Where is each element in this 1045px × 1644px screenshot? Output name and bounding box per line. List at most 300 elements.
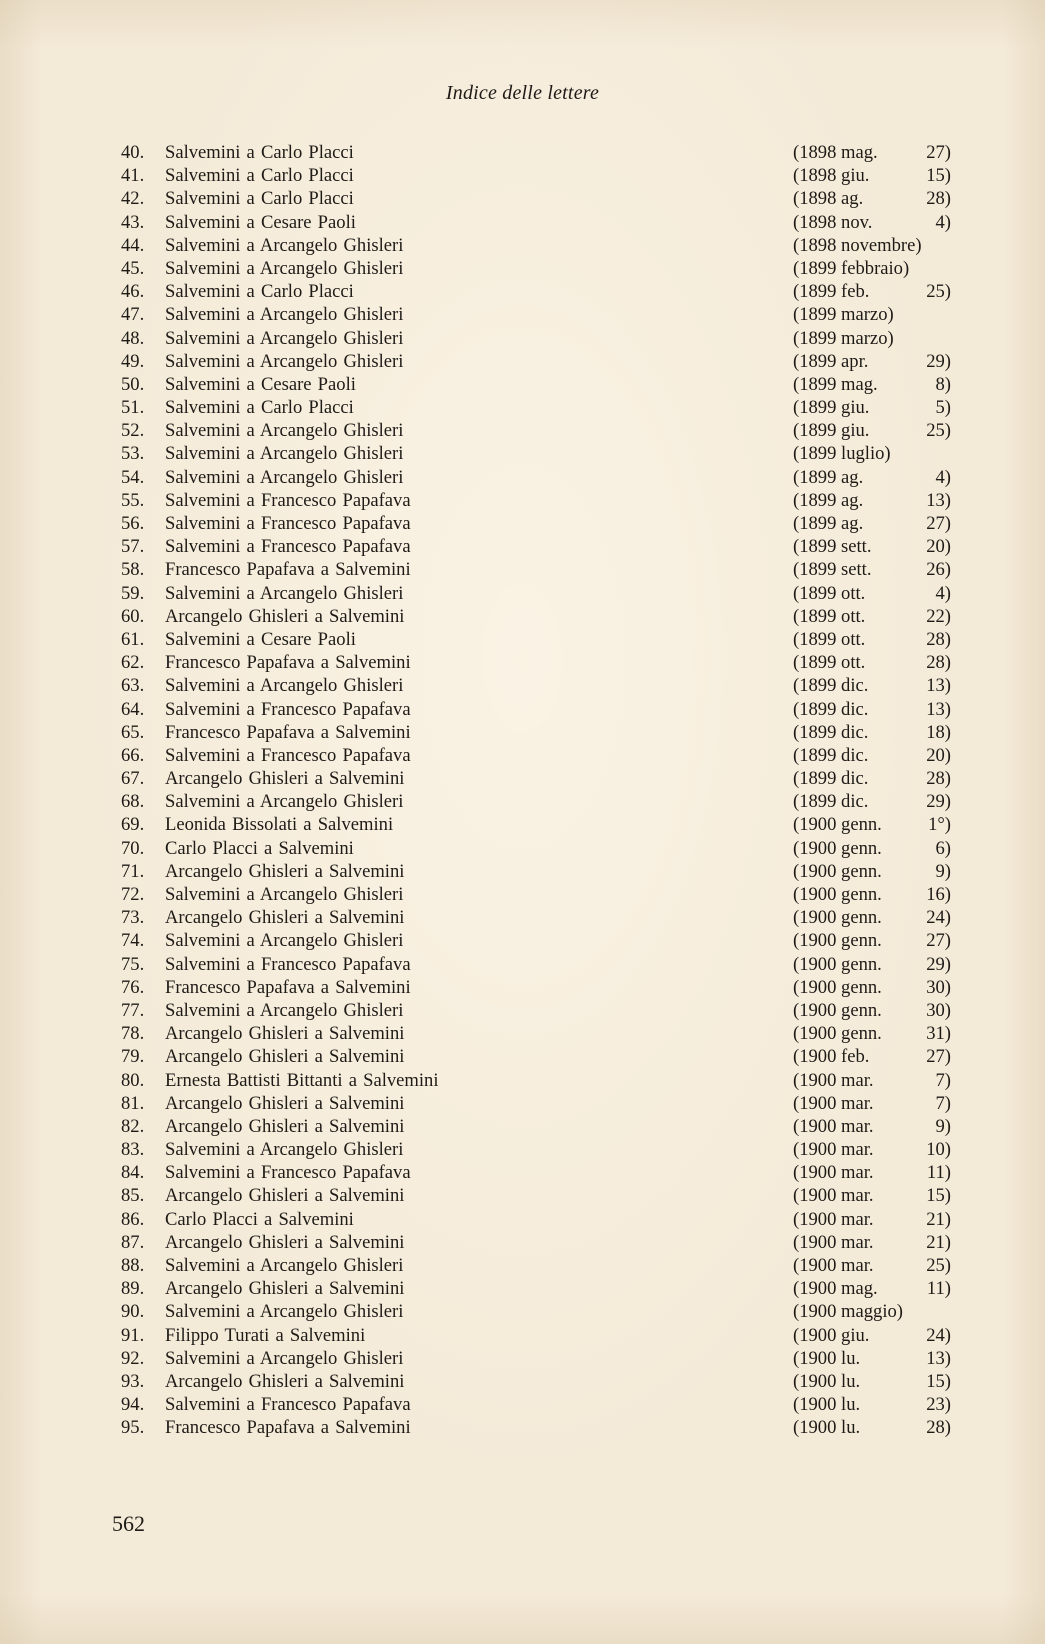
index-entry [121, 442, 951, 465]
entry-number: 65. [121, 721, 145, 743]
entry-date [793, 582, 951, 605]
entry-date-text: (1899 marzo) [793, 304, 894, 326]
entry-title: Salvemini a Francesco Papafava [165, 489, 411, 511]
entry-date [793, 489, 951, 512]
entry-date [793, 976, 951, 999]
entry-title: Salvemini a Arcangelo Ghisleri [165, 304, 404, 326]
entry-date-text: (1900 genn. [793, 976, 882, 998]
entry-date-text: (1898 nov. [793, 211, 873, 233]
index-entry [121, 1300, 951, 1323]
entry-day: 20) [926, 536, 951, 558]
entry-date [793, 883, 951, 906]
entry-date-text: (1900 genn. [793, 884, 882, 905]
entry-date [793, 1370, 951, 1393]
entry-title: Francesco Papafava a Salvemini [165, 559, 411, 581]
entry-number: 49. [121, 350, 145, 372]
entry-day: 13) [926, 698, 951, 720]
entry-date [793, 906, 951, 929]
entry-title: Arcangelo Ghisleri a Salvemini [165, 860, 405, 882]
entry-day: 22) [926, 605, 951, 627]
entry-date [793, 280, 951, 303]
entry-title: Salvemini a Arcangelo Ghisleri [165, 582, 404, 604]
entry-number: 78. [121, 1023, 145, 1045]
entry-number: 76. [121, 976, 145, 998]
entry-day: 24) [926, 907, 951, 929]
entry-title: Salvemini a Carlo Placci [165, 188, 354, 210]
index-entry [121, 1022, 951, 1045]
entry-day: 25) [926, 281, 951, 303]
entry-title: Salvemini a Cesare Paoli [165, 211, 356, 233]
entry-date-text: (1900 mar. [793, 1069, 874, 1091]
entry-date-text: (1900 lu. [793, 1370, 861, 1392]
letter-index-list [121, 141, 951, 1440]
entry-title: Arcangelo Ghisleri a Salvemini [165, 1046, 405, 1068]
index-entry [121, 651, 951, 674]
entry-date [793, 837, 951, 860]
entry-date [793, 396, 951, 419]
index-entry [121, 1393, 951, 1416]
index-entry [121, 466, 951, 489]
entry-number: 84. [121, 1162, 145, 1184]
entry-date-text: (1900 mar. [793, 1255, 874, 1276]
entry-day: 21) [926, 1208, 951, 1230]
entry-date-text: (1900 genn. [793, 814, 882, 836]
index-entry [121, 674, 951, 697]
entry-number: 48. [121, 327, 145, 349]
entry-date [793, 187, 951, 210]
index-entry [121, 837, 951, 860]
entry-number: 58. [121, 559, 145, 581]
entry-title: Salvemini a Cesare Paoli [165, 628, 356, 650]
entry-number: 57. [121, 536, 145, 558]
index-entry [121, 419, 951, 442]
entry-date [793, 257, 951, 280]
index-entry [121, 164, 951, 187]
entry-date [793, 1161, 951, 1184]
entry-title: Salvemini a Francesco Papafava [165, 1394, 411, 1416]
entry-date-text: (1900 lu. [793, 1347, 861, 1369]
entry-number: 53. [121, 443, 145, 465]
index-entry [121, 1161, 951, 1184]
entry-day: 29) [926, 791, 951, 813]
entry-day: 13) [926, 489, 951, 511]
entry-date [793, 1231, 951, 1254]
entry-title: Carlo Placci a Salvemini [165, 837, 354, 859]
page-number: 562 [112, 1511, 145, 1536]
entry-day: 27) [926, 513, 951, 534]
entry-number: 42. [121, 188, 145, 210]
entry-title: Arcangelo Ghisleri a Salvemini [165, 1370, 405, 1392]
entry-date-text: (1899 giu. [793, 397, 870, 419]
entry-day: 25) [926, 420, 951, 442]
index-entry [121, 327, 951, 350]
entry-number: 87. [121, 1231, 145, 1253]
entry-date [793, 535, 951, 558]
running-head: Indice delle lettere [445, 82, 600, 104]
index-entry [121, 373, 951, 396]
index-entry [121, 790, 951, 813]
entry-title: Arcangelo Ghisleri a Salvemini [165, 1278, 405, 1300]
entry-date [793, 813, 951, 836]
entry-title: Filippo Turati a Salvemini [165, 1324, 366, 1346]
entry-date-text: (1899 ag. [793, 466, 864, 488]
entry-date [793, 767, 951, 790]
entry-title: Salvemini a Francesco Papafava [165, 953, 411, 975]
index-entry [121, 1092, 951, 1115]
entry-title: Arcangelo Ghisleri a Salvemini [165, 605, 405, 627]
entry-day: 28) [926, 768, 951, 790]
entry-date [793, 1115, 951, 1138]
entry-number: 68. [121, 791, 145, 813]
index-entry [121, 211, 951, 234]
entry-number: 90. [121, 1301, 145, 1323]
index-entry [121, 1254, 951, 1277]
entry-day: 31) [926, 1023, 951, 1045]
entry-date [793, 327, 951, 350]
entry-date-text: (1899 febbraio) [793, 257, 910, 279]
entry-date-text: (1898 giu. [793, 165, 870, 187]
entry-day: 13) [926, 1347, 951, 1369]
entry-number: 69. [121, 814, 145, 836]
entry-number: 43. [121, 211, 145, 233]
entry-date-text: (1900 mar. [793, 1092, 874, 1114]
entry-day: 27) [926, 1046, 951, 1068]
entry-date [793, 1092, 951, 1115]
entry-number: 80. [121, 1069, 145, 1091]
entry-title: Arcangelo Ghisleri a Salvemini [165, 1115, 405, 1137]
entry-date [793, 698, 951, 721]
entry-date-text: (1900 giu. [793, 1324, 870, 1346]
entry-date [793, 1184, 951, 1207]
entry-title: Salvemini a Francesco Papafava [165, 1162, 411, 1184]
entry-title: Salvemini a Carlo Placci [165, 142, 354, 163]
entry-date [793, 1138, 951, 1161]
entry-title: Salvemini a Carlo Placci [165, 397, 354, 419]
entry-day: 11) [926, 1162, 951, 1184]
entry-date [793, 211, 951, 234]
entry-number: 55. [121, 489, 145, 511]
entry-date [793, 558, 951, 581]
entry-title: Salvemini a Arcangelo Ghisleri [165, 350, 404, 372]
entry-number: 51. [121, 397, 145, 419]
entry-number: 59. [121, 582, 145, 604]
entry-date [793, 605, 951, 628]
entry-number: 83. [121, 1139, 145, 1161]
index-entry [121, 1045, 951, 1068]
entry-date-text: (1899 apr. [793, 350, 869, 372]
index-entry [121, 1208, 951, 1231]
entry-date [793, 1300, 951, 1323]
entry-date-text: (1899 ott. [793, 605, 866, 627]
entry-title: Salvemini a Arcangelo Ghisleri [165, 1255, 404, 1276]
index-entry [121, 976, 951, 999]
entry-date-text: (1899 dic. [793, 721, 869, 743]
entry-number: 93. [121, 1370, 145, 1392]
entry-day: 26) [926, 559, 951, 581]
entry-day: 30) [926, 976, 951, 998]
entry-date [793, 790, 951, 813]
entry-title: Salvemini a Arcangelo Ghisleri [165, 257, 404, 279]
entry-title: Salvemini a Cesare Paoli [165, 373, 356, 395]
entry-date-text: (1899 feb. [793, 281, 870, 303]
entry-date-text: (1899 dic. [793, 768, 869, 790]
entry-date [793, 1208, 951, 1231]
entry-number: 62. [121, 652, 145, 674]
entry-title: Salvemini a Arcangelo Ghisleri [165, 884, 404, 905]
entry-number: 72. [121, 884, 145, 905]
entry-day: 9) [935, 860, 951, 882]
entry-day: 7) [935, 1069, 951, 1091]
entry-date-text: (1900 mag. [793, 1278, 878, 1300]
entry-title: Salvemini a Arcangelo Ghisleri [165, 1301, 404, 1323]
entry-date [793, 628, 951, 651]
entry-date-text: (1900 genn. [793, 1023, 882, 1045]
entry-number: 79. [121, 1046, 145, 1068]
entry-day: 30) [926, 999, 951, 1021]
entry-title: Salvemini a Francesco Papafava [165, 698, 411, 720]
entry-day: 16) [926, 884, 951, 905]
entry-title: Salvemini a Arcangelo Ghisleri [165, 675, 404, 697]
entry-date-text: (1899 dic. [793, 744, 869, 766]
entry-day: 28) [926, 1417, 951, 1439]
index-entry [121, 698, 951, 721]
index-entry [121, 883, 951, 906]
entry-title: Leonida Bissolati a Salvemini [165, 814, 394, 836]
index-entry [121, 582, 951, 605]
entry-title: Francesco Papafava a Salvemini [165, 1417, 411, 1439]
index-entry [121, 1324, 951, 1347]
entry-title: Arcangelo Ghisleri a Salvemini [165, 1092, 405, 1114]
entry-day: 28) [926, 188, 951, 210]
entry-day: 28) [926, 628, 951, 650]
entry-day: 28) [926, 652, 951, 674]
entry-date-text: (1900 genn. [793, 930, 882, 952]
entry-title: Francesco Papafava a Salvemini [165, 976, 411, 998]
entry-title: Francesco Papafava a Salvemini [165, 652, 411, 674]
index-entry [121, 1231, 951, 1254]
entry-title: Salvemini a Francesco Papafava [165, 536, 411, 558]
entry-date-text: (1900 maggio) [793, 1301, 903, 1323]
entry-number: 89. [121, 1278, 145, 1300]
index-entry [121, 767, 951, 790]
index-entry [121, 141, 951, 164]
index-entry [121, 234, 951, 257]
entry-day: 18) [926, 721, 951, 743]
entry-day: 13) [926, 675, 951, 697]
entry-day: 4) [935, 466, 951, 488]
entry-date [793, 999, 951, 1022]
entry-day: 29) [926, 953, 951, 975]
entry-date-text: (1898 novembre) [793, 234, 922, 256]
index-entry [121, 999, 951, 1022]
index-entry [121, 512, 951, 535]
entry-day: 5) [935, 397, 951, 419]
entry-title: Arcangelo Ghisleri a Salvemini [165, 768, 405, 790]
entry-title: Salvemini a Arcangelo Ghisleri [165, 1139, 404, 1161]
entry-number: 60. [121, 605, 145, 627]
entry-day: 6) [935, 837, 951, 859]
entry-date-text: (1899 dic. [793, 698, 869, 720]
entry-date [793, 442, 951, 465]
entry-date-text: (1900 mar. [793, 1185, 874, 1207]
entry-number: 45. [121, 257, 145, 279]
entry-title: Salvemini a Arcangelo Ghisleri [165, 930, 404, 952]
entry-date [793, 303, 951, 326]
index-entry [121, 489, 951, 512]
entry-day: 24) [926, 1324, 951, 1346]
entry-day: 4) [935, 582, 951, 604]
index-entry [121, 628, 951, 651]
index-entry [121, 906, 951, 929]
index-entry [121, 1069, 951, 1092]
entry-number: 92. [121, 1347, 145, 1369]
index-entry [121, 929, 951, 952]
index-entry [121, 1115, 951, 1138]
entry-number: 50. [121, 373, 145, 395]
entry-date-text: (1900 genn. [793, 999, 882, 1021]
entry-number: 47. [121, 304, 145, 326]
entry-title: Salvemini a Arcangelo Ghisleri [165, 327, 404, 349]
index-entry [121, 187, 951, 210]
entry-number: 67. [121, 768, 145, 790]
index-entry [121, 303, 951, 326]
index-entry [121, 1277, 951, 1300]
entry-day: 25) [926, 1255, 951, 1276]
index-entry [121, 860, 951, 883]
entry-number: 86. [121, 1208, 145, 1230]
entry-date-text: (1899 dic. [793, 675, 869, 697]
entry-day: 4) [935, 211, 951, 233]
entry-title: Salvemini a Arcangelo Ghisleri [165, 420, 404, 442]
entry-date [793, 1022, 951, 1045]
entry-date-text: (1900 genn. [793, 953, 882, 975]
entry-date [793, 721, 951, 744]
entry-date [793, 1277, 951, 1300]
entry-number: 85. [121, 1185, 145, 1207]
entry-date-text: (1899 luglio) [793, 443, 891, 465]
index-entry [121, 396, 951, 419]
entry-number: 82. [121, 1115, 145, 1137]
entry-number: 61. [121, 628, 145, 650]
entry-date-text: (1900 mar. [793, 1115, 874, 1137]
entry-number: 40. [121, 142, 145, 163]
entry-date [793, 419, 951, 442]
entry-date [793, 1416, 951, 1439]
entry-date-text: (1899 dic. [793, 791, 869, 813]
index-entry [121, 1138, 951, 1161]
index-entry [121, 1370, 951, 1393]
entry-title: Salvemini a Francesco Papafava [165, 744, 411, 766]
entry-date-text: (1900 genn. [793, 907, 882, 929]
entry-number: 71. [121, 860, 145, 882]
entry-number: 44. [121, 234, 145, 256]
entry-date [793, 466, 951, 489]
entry-day: 15) [926, 1370, 951, 1392]
entry-title: Carlo Placci a Salvemini [165, 1208, 354, 1230]
entry-day: 7) [935, 1092, 951, 1114]
entry-date-text: (1899 ag. [793, 513, 864, 534]
entry-title: Francesco Papafava a Salvemini [165, 721, 411, 743]
entry-date-text: (1900 lu. [793, 1417, 861, 1439]
entry-title: Arcangelo Ghisleri a Salvemini [165, 1023, 405, 1045]
entry-title: Salvemini a Arcangelo Ghisleri [165, 466, 404, 488]
entry-date-text: (1899 marzo) [793, 327, 894, 349]
entry-title: Salvemini a Arcangelo Ghisleri [165, 1347, 404, 1369]
entry-day: 20) [926, 744, 951, 766]
entry-day: 27) [926, 930, 951, 952]
entry-date [793, 512, 951, 535]
entry-day: 9) [935, 1115, 951, 1137]
entry-number: 91. [121, 1324, 145, 1346]
entry-title: Salvemini a Carlo Placci [165, 281, 354, 303]
entry-title: Salvemini a Francesco Papafava [165, 513, 411, 534]
index-entry [121, 813, 951, 836]
index-entry [121, 605, 951, 628]
entry-number: 52. [121, 420, 145, 442]
entry-day: 21) [926, 1231, 951, 1253]
entry-number: 88. [121, 1255, 145, 1276]
index-entry [121, 1347, 951, 1370]
entry-number: 77. [121, 999, 145, 1021]
entry-day: 29) [926, 350, 951, 372]
entry-number: 70. [121, 837, 145, 859]
entry-date [793, 1045, 951, 1068]
entry-day: 10) [926, 1139, 951, 1161]
entry-date-text: (1899 ott. [793, 628, 866, 650]
entry-title: Salvemini a Arcangelo Ghisleri [165, 443, 404, 465]
entry-date-text: (1900 mar. [793, 1231, 874, 1253]
entry-date-text: (1900 genn. [793, 837, 882, 859]
entry-date-text: (1899 ott. [793, 652, 866, 674]
entry-date [793, 929, 951, 952]
entry-date-text: (1899 sett. [793, 536, 872, 558]
entry-day: 15) [926, 1185, 951, 1207]
entry-date [793, 164, 951, 187]
entry-day: 23) [926, 1394, 951, 1416]
entry-date-text: (1899 ag. [793, 489, 864, 511]
index-entry [121, 721, 951, 744]
entry-date-text: (1899 sett. [793, 559, 872, 581]
entry-title: Salvemini a Arcangelo Ghisleri [165, 791, 404, 813]
entry-date [793, 1324, 951, 1347]
entry-number: 94. [121, 1394, 145, 1416]
index-entry [121, 280, 951, 303]
entry-date [793, 373, 951, 396]
entry-title: Ernesta Battisti Bittanti a Salvemini [165, 1069, 439, 1091]
index-entry [121, 257, 951, 280]
index-entry [121, 1416, 951, 1439]
entry-date [793, 674, 951, 697]
entry-title: Arcangelo Ghisleri a Salvemini [165, 907, 405, 929]
entry-date-text: (1900 feb. [793, 1046, 870, 1068]
entry-number: 81. [121, 1092, 145, 1114]
entry-title: Arcangelo Ghisleri a Salvemini [165, 1185, 405, 1207]
entry-date [793, 141, 951, 164]
entry-day: 27) [926, 142, 951, 163]
entry-number: 63. [121, 675, 145, 697]
entry-date-text: (1900 mar. [793, 1162, 874, 1184]
entry-date-text: (1900 genn. [793, 860, 882, 882]
entry-date [793, 1254, 951, 1277]
entry-date [793, 1347, 951, 1370]
entry-day: 15) [926, 165, 951, 187]
entry-title: Salvemini a Arcangelo Ghisleri [165, 999, 404, 1021]
entry-title: Salvemini a Carlo Placci [165, 165, 354, 187]
entry-date [793, 1393, 951, 1416]
entry-day: 1°) [928, 814, 951, 836]
index-entry [121, 558, 951, 581]
entry-number: 54. [121, 466, 145, 488]
